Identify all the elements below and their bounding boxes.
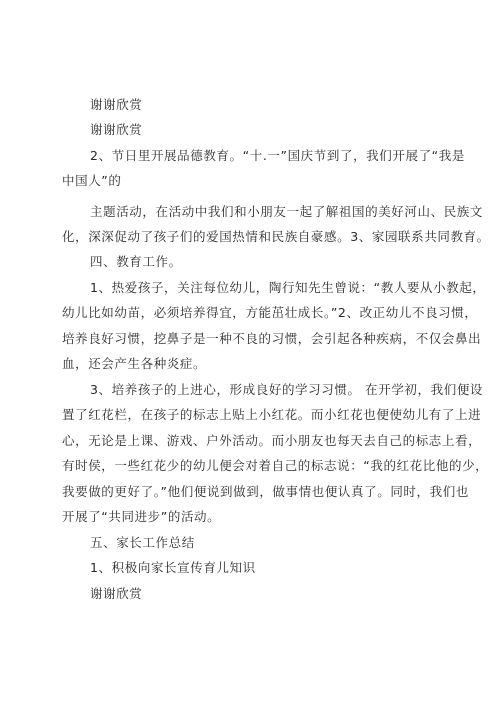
paragraph-5-line-2: 置了红花栏，在孩子的标志上贴上小红花。而小红花也便使幼儿有了上进 — [62, 407, 482, 422]
paragraph-5-line-6: 开展了“共同进步”的活动。 — [62, 509, 221, 524]
thanks-line-3: 谢谢欣赏 — [90, 586, 143, 601]
section-5-heading: 五、家长工作总结 — [90, 535, 195, 550]
paragraph-5-line-1: 3、培养孩子的上进心，形成良好的学习习惯。 在开学初，我们便设 — [90, 382, 484, 397]
thanks-line-1: 谢谢欣赏 — [90, 97, 143, 112]
paragraph-5-line-4: 有时侯，一些红花少的幼儿便会对着自己的标志说：“我的红花比他的少， — [62, 458, 489, 473]
paragraph-5-line-5: 我要做的更好了。”他们便说到做到，做事情也便认真了。同时，我们也 — [62, 484, 469, 499]
section-4-heading: 四、教育工作。 — [90, 254, 182, 269]
paragraph-2-line-2: 中国人”的 — [62, 173, 122, 188]
paragraph-3-line-1: 主题活动，在活动中我们和小朋友一起了解祖国的美好河山、民族文 — [90, 204, 484, 219]
paragraph-4-line-1: 1、热爱孩子，关注每位幼儿，陶行知先生曾说：“教人要从小教起， — [90, 280, 486, 295]
paragraph-2-line-1: 2、节日里开展品德教育。“十.一”国庆节到了，我们开展了“我是 — [90, 148, 465, 163]
paragraph-4-line-4: 血，还会产生各种炎症。 — [62, 356, 207, 371]
section-5-item-1: 1、积极向家长宣传育儿知识 — [90, 560, 256, 575]
paragraph-5-line-3: 心，无论是上课、游戏、户外活动。而小朋友也每天去自己的标志上看， — [62, 433, 482, 448]
paragraph-3-line-2: 化，深深促动了孩子们的爱国热情和民族自豪感。3、家园联系共同教育。 — [62, 229, 490, 244]
paragraph-4-line-2: 幼儿比如幼苗，必须培养得宜，方能茁壮成长。”2、改正幼儿不良习惯， — [62, 305, 478, 320]
thanks-line-2: 谢谢欣赏 — [90, 122, 143, 137]
paragraph-4-line-3: 培养良好习惯，挖鼻子是一种不良的习惯，会引起各种疾病，不仅会鼻出 — [62, 331, 482, 346]
